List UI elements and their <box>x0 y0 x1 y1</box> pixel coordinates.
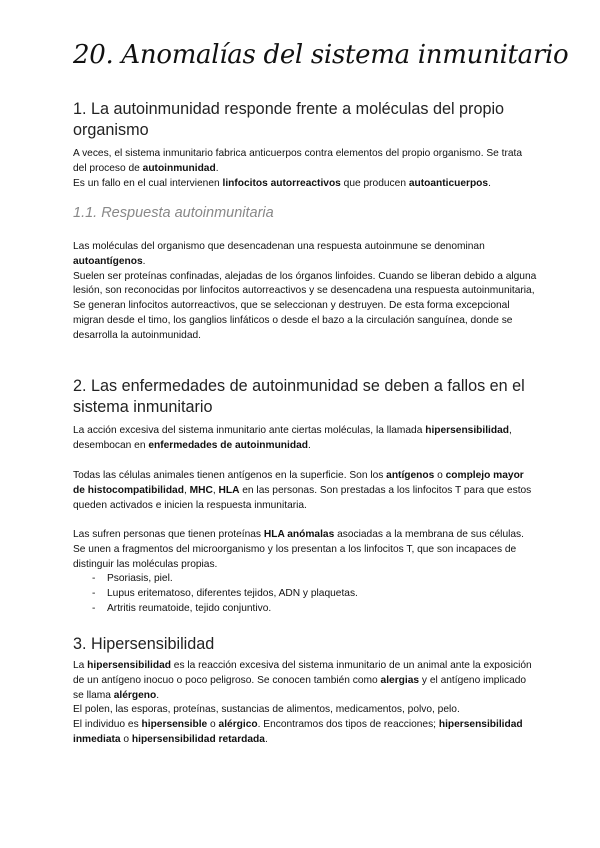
section-2-paragraph-2: Todas las células animales tienen antígenos en la superficie. Son los antígenos o complejo mayor de histocompatibilidad, MHC, HLA en las personas. Son prestadas a los linfocitos T para que estos queden activados e inicien la respuesta inmunitaria. <box>73 470 532 511</box>
list-item: - Lupus eritematoso, diferentes tejidos, ADN y plaquetas. <box>92 587 358 602</box>
section-1-heading: 1. La autoinmunidad responde frente a moléculas del propio organismo <box>73 100 505 139</box>
section-3-heading: 3. Hipersensibilidad <box>73 635 215 653</box>
section-2-heading: 2. Las enfermedades de autoinmunidad se deben a fallos en el sistema inmunitario <box>73 377 525 416</box>
list-item: - Psoriasis, piel. <box>92 572 358 587</box>
section-1-1-heading: 1.1. Respuesta autoinmunitaria <box>73 205 274 221</box>
section-2-paragraph-1: La acción excesiva del sistema inmunitario ante ciertas moléculas, la llamada hipersensibilidad, desembocan en enfermedades de autoinmunidad. <box>73 425 512 451</box>
section-1-1-paragraph: Las moléculas del organismo que desencadenan una respuesta autoinmune se denominan autoantígenos. Suelen ser proteínas confinadas, alejadas de los órganos linfoides. Cuando se liberan debido a alguna lesión, son reconocidas por linfocitos autorreactivos y se desencadena una respuesta autoinmunitaria, Se generan linfocitos autorreactivos, que se seleccionan y destruyen. De esta forma excepcional migran desde el timo, los ganglios linfáticos o desde el bazo a la circulación sanguínea, donde se desarrolla la autoinmunidad. <box>73 241 537 341</box>
list-item: - Artritis reumatoide, tejido conjuntivo. <box>92 602 358 617</box>
section-1-paragraph: A veces, el sistema inmunitario fabrica anticuerpos contra elementos del propio organismo. Se trata del proceso de autoinmunidad. Es un fallo en el cual intervienen linfocitos autorreactivos que producen autoanticuerpos. <box>73 148 523 189</box>
disease-list <box>92 572 358 616</box>
section-3-paragraph: La hipersensibilidad es la reacción excesiva del sistema inmunitario de un animal ante la exposición de un antígeno inocuo o poco peligroso. Se conocen también como alergias y el antígeno implicado se llama alérgeno. El polen, las esporas, proteínas, sustancias de alimentos, medicamentos, polvo, pelo. El individuo es hipersensible o alérgico. Encontramos dos tipos de reacciones; hipersensibilidad inmediata o hipersensibilidad retardada. <box>73 660 532 745</box>
section-2-paragraph-3: Las sufren personas que tienen proteínas HLA anómalas asociadas a la membrana de sus células. Se unen a fragmentos del microorganismo y los presentan a los linfocitos T, que son incapaces de distinguir las moléculas propias. <box>73 529 524 570</box>
page-title: 20. Anomalías del sistema inmunitario <box>73 40 569 70</box>
